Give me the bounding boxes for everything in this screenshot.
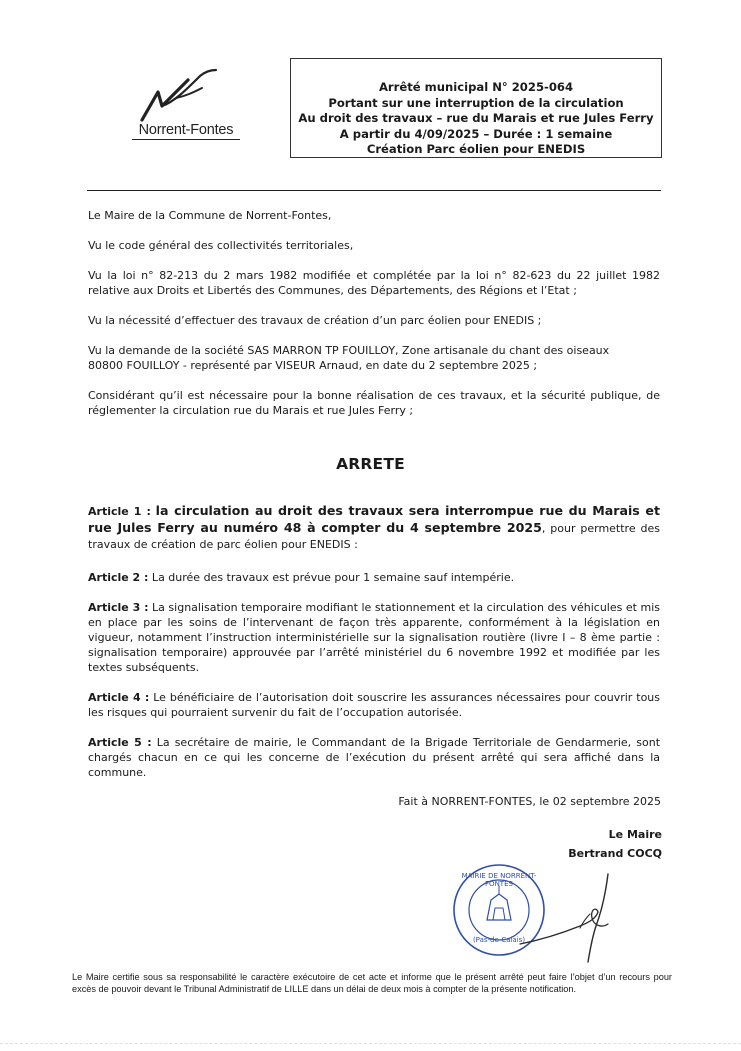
decree-number: Arrêté municipal N° 2025-064 xyxy=(378,80,574,94)
signatory-role: Le Maire xyxy=(608,828,662,841)
article-3 xyxy=(88,600,660,675)
preamble-loi: Vu la loi n° 82-213 du 2 mars 1982 modifiée et complétée par la loi n° 82-623 du 22 juillet 1982 relative aux Droits et Libertés des Communes, des Départements, des Régions et l’Etat ; xyxy=(88,269,660,297)
scan-artifact-line xyxy=(0,1043,741,1044)
arrete-title: ARRETE xyxy=(336,455,405,473)
preamble-code: Vu le code général des collectivités territoriales, xyxy=(88,239,354,252)
decree-header-box xyxy=(290,58,662,158)
signature-place-date: Fait à NORRENT-FONTES, le 02 septembre 2025 xyxy=(398,795,661,808)
decree-subject: Portant sur une interruption de la circulation xyxy=(328,95,624,110)
article-3-label: Article 3 : xyxy=(88,601,149,614)
article-1-rest: , pour permettre des travaux de création de parc éolien pour ENEDIS : xyxy=(88,522,660,551)
article-4-label: Article 4 : xyxy=(88,691,150,704)
demande-line-1: Vu la demande de la société SAS MARRON TP FOUILLOY, Zone artisanale du chant des oiseaux xyxy=(88,344,610,357)
article-2-label: Article 2 : xyxy=(88,571,149,584)
article-2 xyxy=(88,570,660,585)
article-3-text: La signalisation temporaire modifiant le stationnement et la circulation des véhicules et mis en place par les soins de l’intervenant de façon très apparente, conformément à la législation en vigueur, notamment l’instruction interministérielle sur la signalisation routière (livre I – 8 ème partie : signalisation temporaire) approuvée par l’arrêté ministériel du 6 novembre 1992 et modifiée par les textes subséquents. xyxy=(88,601,660,674)
signature-scribble-icon xyxy=(510,870,640,970)
article-1-main: la circulation au droit des travaux sera interrompue rue du Marais et rue Jules Ferry au numéro 48 à compter du 4 septembre 2025 xyxy=(88,503,660,535)
preamble-considerant: Considérant qu’il est nécessaire pour la bonne réalisation de ces travaux, et la sécurité publique, de réglementer la circulation rue du Marais et rue Jules Ferry ; xyxy=(88,389,660,417)
preamble-necessite: Vu la nécessité d’effectuer des travaux de création d’un parc éolien pour ENEDIS ; xyxy=(88,314,542,327)
signatory-name: Bertrand COCQ xyxy=(568,847,662,860)
preamble-maire: Le Maire de la Commune de Norrent-Fontes, xyxy=(88,209,332,222)
handwritten-signature xyxy=(510,870,640,970)
demande-line-2: 80800 FOUILLOY - représenté par VISEUR Arnaud, en date du 2 septembre 2025 ; xyxy=(88,359,538,372)
stamp-top-text: MAIRIE DE NORRENT-FONTES xyxy=(461,872,537,888)
decree-location: Au droit des travaux – rue du Marais et rue Jules Ferry xyxy=(298,111,654,125)
article-2-text: La durée des travaux est prévue pour 1 semaine sauf intempérie. xyxy=(148,571,515,584)
decree-duration: A partir du 4/09/2025 – Durée : 1 semaine xyxy=(339,126,613,141)
article-1-label: Article 1 : xyxy=(88,505,151,518)
article-1 xyxy=(88,503,660,553)
logo-wordmark: Norrent-Fontes xyxy=(132,122,240,140)
stamp-bottom-text: (Pas-de-Calais) xyxy=(472,936,526,944)
decree-purpose: Création Parc éolien pour ENEDIS xyxy=(366,142,586,156)
commune-logo xyxy=(128,62,240,150)
article-4-text: Le bénéficiaire de l’autorisation doit souscrire les assurances nécessaires pour couvrir tous les risques qui pourraient survenir du fait de l’occupation autorisée. xyxy=(88,691,660,719)
article-5-text: La secrétaire de mairie, le Commandant de la Brigade Territoriale de Gendarmerie, sont chargés chacun en ce qui les concerne de l’exécution du présent arrêté qui sera affiché dans la commune. xyxy=(88,736,661,779)
article-4 xyxy=(88,690,660,720)
preamble-demande xyxy=(88,343,660,373)
article-5 xyxy=(88,735,660,780)
header-divider xyxy=(87,190,661,191)
logo-emblem-icon xyxy=(128,62,240,124)
legal-footnote: Le Maire certifie sous sa responsabilité le caractère exécutoire de cet acte et informe que le présent arrêté peut faire l’objet d’un recours pour excès de pouvoir devant le Tribunal Administratif de LILLE dans un délai de deux mois à compter de la présente notification. xyxy=(72,972,672,994)
article-5-label: Article 5 : xyxy=(88,736,152,749)
